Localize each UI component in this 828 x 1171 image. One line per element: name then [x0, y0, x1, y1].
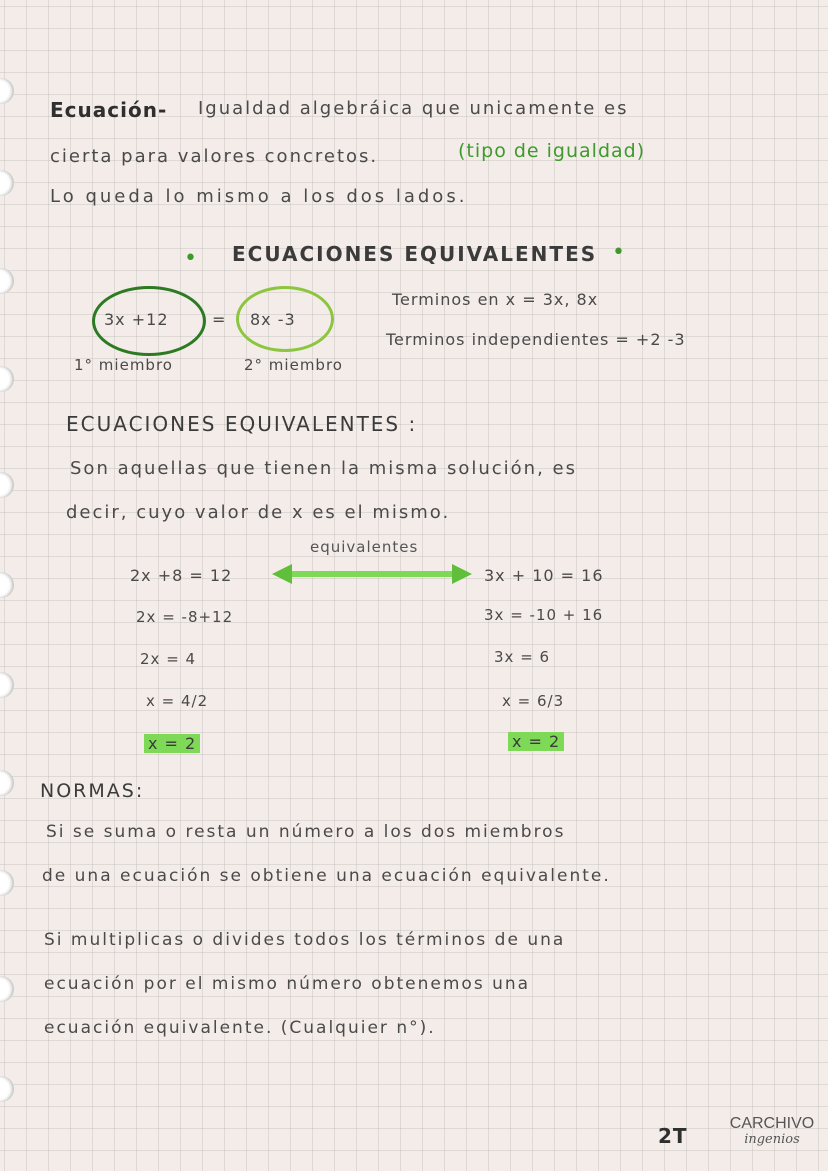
page-number: 2T [658, 1124, 688, 1148]
brand-logo [724, 1116, 820, 1146]
rule2-line-1: Si multiplicas o divides todos los términos de una [44, 930, 566, 950]
rules-heading: NORMAS: [40, 780, 145, 802]
section2-line-2: decir, cuyo valor de x es el mismo. [66, 502, 451, 523]
terms-in-x: Terminos en x = 3x, 8x [392, 290, 599, 309]
rule1-line-2: de una ecuación se obtiene una ecuación equivalente. [42, 866, 611, 886]
independent-terms: Terminos independientes = +2 -3 [386, 330, 686, 349]
right-term: 8x -3 [250, 310, 296, 329]
bullet-right-icon: • [612, 240, 626, 265]
section2-line-1: Son aquellas que tienen la misma solución, es [70, 458, 577, 479]
left-step-3: 2x = 4 [140, 650, 197, 668]
arrow-label: equivalentes [310, 538, 419, 556]
right-step-3: 3x = 6 [494, 648, 551, 666]
equals-sign: = [212, 310, 227, 329]
definition-note: (tipo de igualdad) [458, 140, 646, 162]
left-term: 3x +12 [104, 310, 169, 329]
rule2-line-2: ecuación por el mismo número obtenemos una [44, 974, 531, 994]
left-result: x = 2 [144, 734, 200, 753]
definition-line-3: Lo queda lo mismo a los dos lados. [50, 186, 468, 207]
right-step-1: 3x + 10 = 16 [484, 566, 604, 585]
definition-line-2: cierta para valores concretos. [50, 146, 379, 167]
brand-sub: ingenios [744, 1132, 800, 1147]
definition-line-1: Igualdad algebráica que unicamente es [198, 98, 629, 119]
right-step-4: x = 6/3 [502, 692, 565, 710]
section1-heading: ECUACIONES EQUIVALENTES [232, 242, 598, 266]
right-step-2: 3x = -10 + 16 [484, 606, 604, 624]
brand-main: CARCHIVO [729, 1115, 815, 1132]
double-arrow-icon [272, 562, 472, 586]
definition-title: Ecuación- [50, 98, 168, 122]
right-result: x = 2 [508, 732, 564, 751]
left-step-1: 2x +8 = 12 [130, 566, 233, 585]
rule2-line-3: ecuación equivalente. (Cualquier n°). [44, 1018, 436, 1038]
left-step-2: 2x = -8+12 [136, 608, 234, 626]
rule1-line-1: Si se suma o resta un número a los dos miembros [46, 822, 566, 842]
first-member-label: 1° miembro [74, 356, 173, 374]
bullet-left-icon: • [184, 246, 198, 271]
second-member-label: 2° miembro [244, 356, 343, 374]
section2-heading: ECUACIONES EQUIVALENTES : [66, 412, 418, 436]
left-step-4: x = 4/2 [146, 692, 209, 710]
